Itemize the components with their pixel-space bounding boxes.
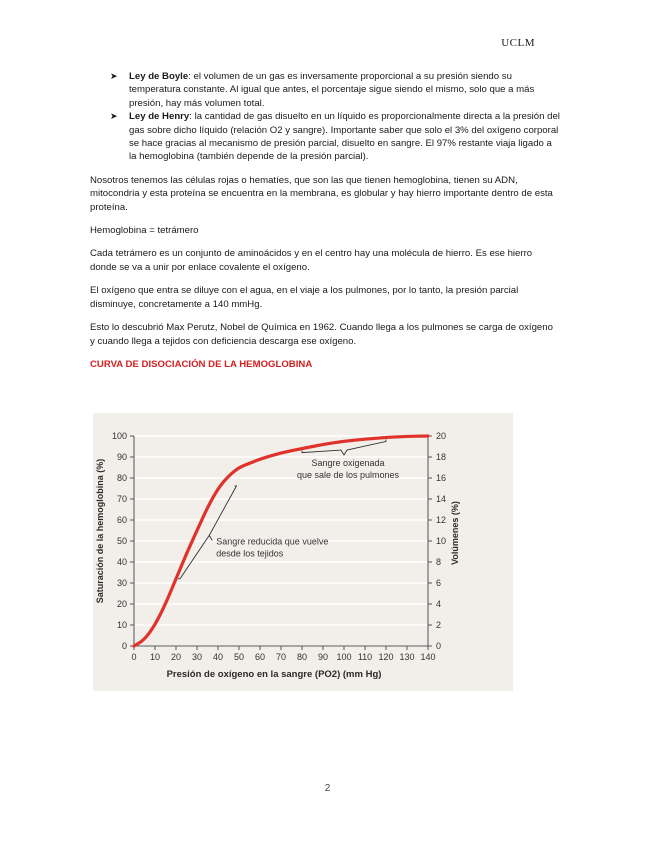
y2-tick-label: 10	[436, 536, 447, 546]
document-body	[90, 70, 560, 371]
x-tick-label: 100	[336, 652, 352, 662]
section-title: CURVA DE DISOCIACIÓN DE LA HEMOGLOBINA	[90, 358, 313, 370]
header-institution: UCLM	[501, 37, 535, 49]
paragraph: El oxígeno que entra se diluye con el agua, en el viaje a los pulmones, por lo tanto, la presión parcial disminuye, concretamente a 140 mmHg.	[90, 285, 519, 310]
y-axis-label: Saturación de la hemoglobina (%)	[95, 458, 105, 604]
y2-tick-label: 18	[436, 452, 447, 462]
y2-tick-label: 8	[436, 557, 442, 567]
x-tick-label: 20	[170, 652, 182, 662]
annotation-oxygenated-blood-line1: Sangre oxigenada	[311, 458, 385, 469]
y2-tick-label: 14	[436, 494, 447, 504]
x-tick-label: 30	[191, 652, 203, 662]
paragraph: Hemoglobina = tetrámero	[90, 225, 199, 237]
y-tick-label: 50	[116, 536, 127, 546]
y2-tick-label: 2	[436, 620, 442, 630]
x-tick-label: 0	[131, 652, 137, 662]
dissociation-curve-figure	[93, 413, 513, 691]
annotation-reduced-blood-line2: desde los tejidos	[216, 548, 284, 559]
x-tick-label: 130	[399, 652, 415, 662]
y2-tick-label: 20	[436, 431, 447, 441]
x-tick-label: 50	[233, 652, 245, 662]
arrow-bullet-icon: ➤	[110, 71, 118, 81]
annotation-oxygenated-blood-line2: que sale de los pulmones	[296, 470, 400, 481]
x-tick-label: 120	[378, 652, 394, 662]
y2-tick-label: 0	[436, 641, 442, 651]
y2-tick-label: 4	[436, 599, 442, 609]
y2-tick-label: 12	[436, 515, 447, 525]
x-tick-label: 110	[357, 652, 373, 662]
paragraph: Nosotros tenemos las células rojas o hematíes, que son las que tienen hemoglobina, tienen su ADN, mitocondria y esta proteína se encuentra en la membrana, es globular y hay hierro importante dentro de esta proteína.	[90, 174, 553, 213]
y2-tick-label: 6	[436, 578, 442, 588]
x-tick-label: 10	[149, 652, 161, 662]
bullet-term: Ley de Boyle	[129, 71, 189, 82]
page-number: 2	[324, 783, 331, 794]
y-tick-label: 0	[121, 641, 127, 651]
y-tick-label: 70	[116, 494, 127, 504]
y-tick-label: 100	[111, 431, 127, 441]
paragraph: Cada tetrámero es un conjunto de aminoácidos y en el centro hay una molécula de hierro. Es ese hierro donde se va a unir por enlace covalente el oxígeno.	[90, 248, 533, 273]
y-tick-label: 40	[116, 557, 127, 567]
bullet-term: Ley de Henry	[129, 111, 190, 123]
bullet-item	[90, 110, 560, 164]
bullet-item	[90, 70, 560, 110]
bullet-text: : el volumen de un gas es inversamente proporcional a su presión siendo su temperatura constante. Al igual que antes, el porcentaje sigue siendo el mismo, solo que a más presión, hay más volumen total.	[129, 71, 535, 109]
dissociation-chart	[93, 413, 513, 691]
y2-axis-label: Volúmenes (%)	[450, 501, 460, 565]
y-tick-label: 60	[116, 515, 127, 525]
y-tick-label: 30	[116, 578, 127, 588]
y-tick-label: 80	[116, 473, 127, 483]
arrow-bullet-icon: ➤	[110, 111, 118, 122]
y-tick-label: 20	[116, 599, 127, 609]
x-tick-label: 140	[420, 652, 436, 662]
y-tick-label: 90	[116, 452, 127, 462]
annotation-reduced-blood-line1: Sangre reducida que vuelve	[216, 536, 329, 547]
y2-tick-label: 16	[436, 473, 447, 483]
x-tick-label: 80	[296, 652, 308, 662]
x-tick-label: 40	[212, 652, 224, 662]
x-tick-label: 90	[317, 652, 329, 662]
y-tick-label: 10	[116, 620, 127, 630]
paragraph: Esto lo descubrió Max Perutz, Nobel de Química en 1962. Cuando llega a los pulmones se carga de oxígeno y cuando llega a tejidos con deficiencia descarga ese oxígeno.	[90, 322, 553, 347]
x-tick-label: 60	[254, 652, 266, 662]
bracket-reduced-blood	[178, 486, 237, 579]
x-axis-label: Presión de oxígeno en la sangre (PO2) (mm Hg)	[166, 669, 382, 680]
x-tick-label: 70	[275, 652, 287, 662]
bullet-text: : la cantidad de gas disuelto en un líquido es proporcionalmente directa a la presión del gas sobre dicho líquido (relación O2 y sangre). Importante saber que solo el 3% del oxígeno corporal se hace gracias al mecanismo de presión parcial, disuelto en sangre. El 97% restante viaja ligado a la hemoglobina (también depende de la presión parcial).	[129, 111, 560, 163]
